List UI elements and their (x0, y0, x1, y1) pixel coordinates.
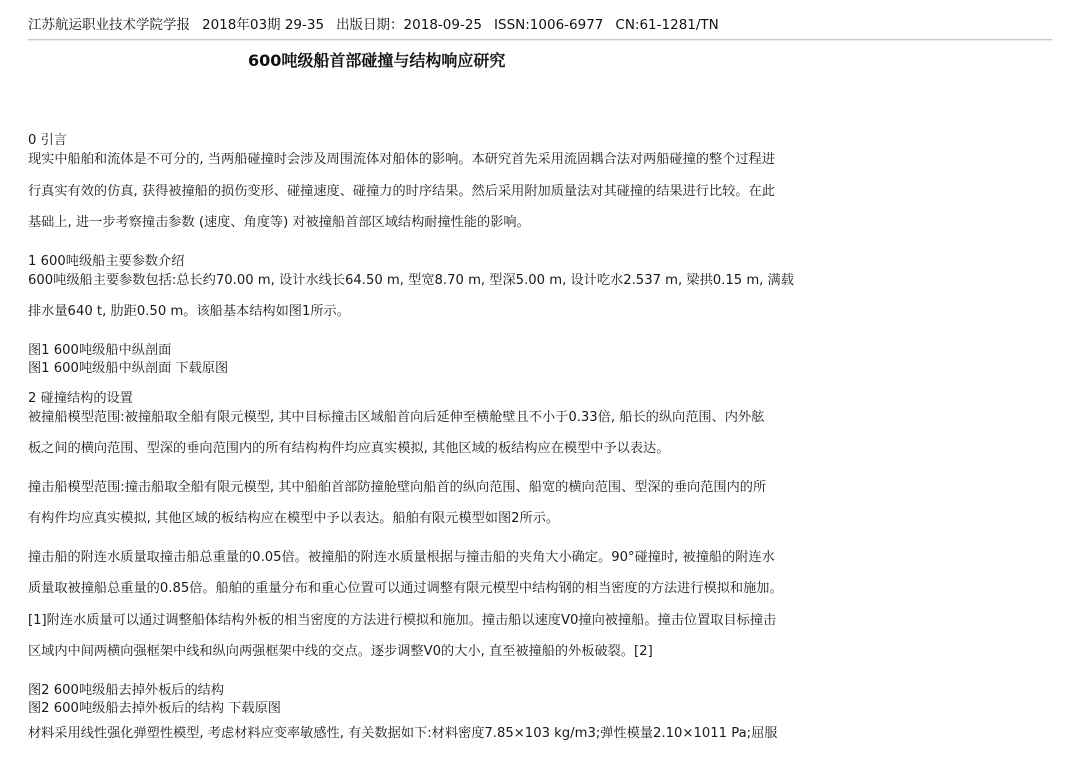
download-original-image-link[interactable]: 下载原图 (228, 700, 281, 716)
text-line: 排水量640 t, 肋距0.50 m。该船基本结构如图1所示。 (28, 304, 350, 319)
figure-1-link-caption: 图1 600吨级船中纵剖面 (28, 360, 172, 376)
paragraph (28, 265, 828, 328)
issn: ISSN:1006-6977 (494, 17, 604, 33)
text-line: 600吨级船主要参数包括:总长约70.00 m, 设计水线长64.50 m, 型宽8.70 m, 型深5.00 m, 设计吃水2.537 m, 梁拱0.15 m, 满载 (28, 272, 794, 288)
journal-header (28, 15, 1052, 40)
section-heading: 1 600吨级船主要参数介绍 (28, 253, 185, 269)
download-original-image-link[interactable]: 下载原图 (175, 360, 229, 376)
paragraph (28, 144, 828, 239)
paragraph (28, 542, 828, 668)
journal-issue: 2018年03期 29-35 (202, 17, 325, 33)
figure-2-download-row (28, 700, 828, 718)
figure-1-caption: 图1 600吨级船中纵剖面 (28, 342, 172, 358)
section-collision-setup (28, 390, 828, 750)
text-line: 被撞船模型范围:被撞船取全船有限元模型, 其中目标撞击区域船首向后延伸至横舱壁且不小于0.33倍, 船长的纵向范围、内外舷 (28, 409, 765, 425)
text-line: [1]附连水质量可以通过调整船体结构外板的相当密度的方法进行模拟和施加。撞击船以速度V0撞向被撞船。撞击位置取目标撞击 (28, 612, 777, 628)
section-heading: 0 引言 (28, 133, 67, 148)
section-introduction (28, 132, 828, 239)
text-line: 现实中船舶和流体是不可分的, 当两船碰撞时会涉及周围流体对船体的影响。本研究首先采用流固耦合法对两船碰撞的整个过程进 (28, 152, 775, 167)
article-body (28, 132, 828, 763)
publication-date: 出版日期：2018-09-25 (336, 17, 483, 33)
paragraph (28, 472, 828, 535)
paragraph (28, 402, 828, 465)
text-line: 板之间的横向范围、型深的垂向范围内的所有结构构件均应真实模拟, 其他区域的板结构应在模型中予以表达。 (28, 441, 670, 456)
figure-1-download-row (28, 360, 828, 378)
paragraph (28, 718, 828, 750)
article-title: 600吨级船首部碰撞与结构响应研究 (248, 51, 506, 70)
text-line: 质量取被撞船总重量的0.85倍。船舶的重量分布和重心位置可以通过调整有限元模型中结构钢的相当密度的方法进行模拟和施加。 (28, 581, 783, 596)
text-line: 区域内中间两横向强框架中线和纵向两强框架中线的交点。逐步调整V0的大小, 直至被撞船的外板破裂。[2] (28, 644, 653, 659)
figure-2-link-caption: 图2 600吨级船去掉外板后的结构 (28, 700, 225, 716)
journal-name: 江苏航运职业技术学院学报 (28, 17, 190, 33)
cn-number: CN:61-1281/TN (615, 17, 719, 33)
text-line: 撞击船的附连水质量取撞击船总重量的0.05倍。被撞船的附连水质量根据与撞击船的夹角大小确定。90°碰撞时, 被撞船的附连水 (28, 549, 775, 565)
text-line: 有构件均应真实模拟, 其他区域的板结构应在模型中予以表达。船舶有限元模型如图2所示。 (28, 511, 560, 526)
figure-2-caption: 图2 600吨级船去掉外板后的结构 (28, 682, 225, 698)
text-line: 行真实有效的仿真, 获得被撞船的损伤变形、碰撞速度、碰撞力的时序结果。然后采用附加质量法对其碰撞的结果进行比较。在此 (28, 183, 775, 199)
text-line: 基础上, 进一步考察撞击参数 (速度、角度等) 对被撞船首部区域结构耐撞性能的影响。 (28, 215, 530, 230)
section-heading: 2 碰撞结构的设置 (28, 390, 133, 406)
section-main-parameters (28, 253, 828, 378)
text-line: 撞击船模型范围:撞击船取全船有限元模型, 其中船舶首部防撞舱壁向船首的纵向范围、船宽的横向范围、型深的垂向范围内的所 (28, 479, 767, 495)
text-line: 材料采用线性强化弹塑性模型, 考虑材料应变率敏感性, 有关数据如下:材料密度7.85×103 kg/m3;弹性模量2.10×1011 Pa;屈服 (28, 725, 778, 741)
